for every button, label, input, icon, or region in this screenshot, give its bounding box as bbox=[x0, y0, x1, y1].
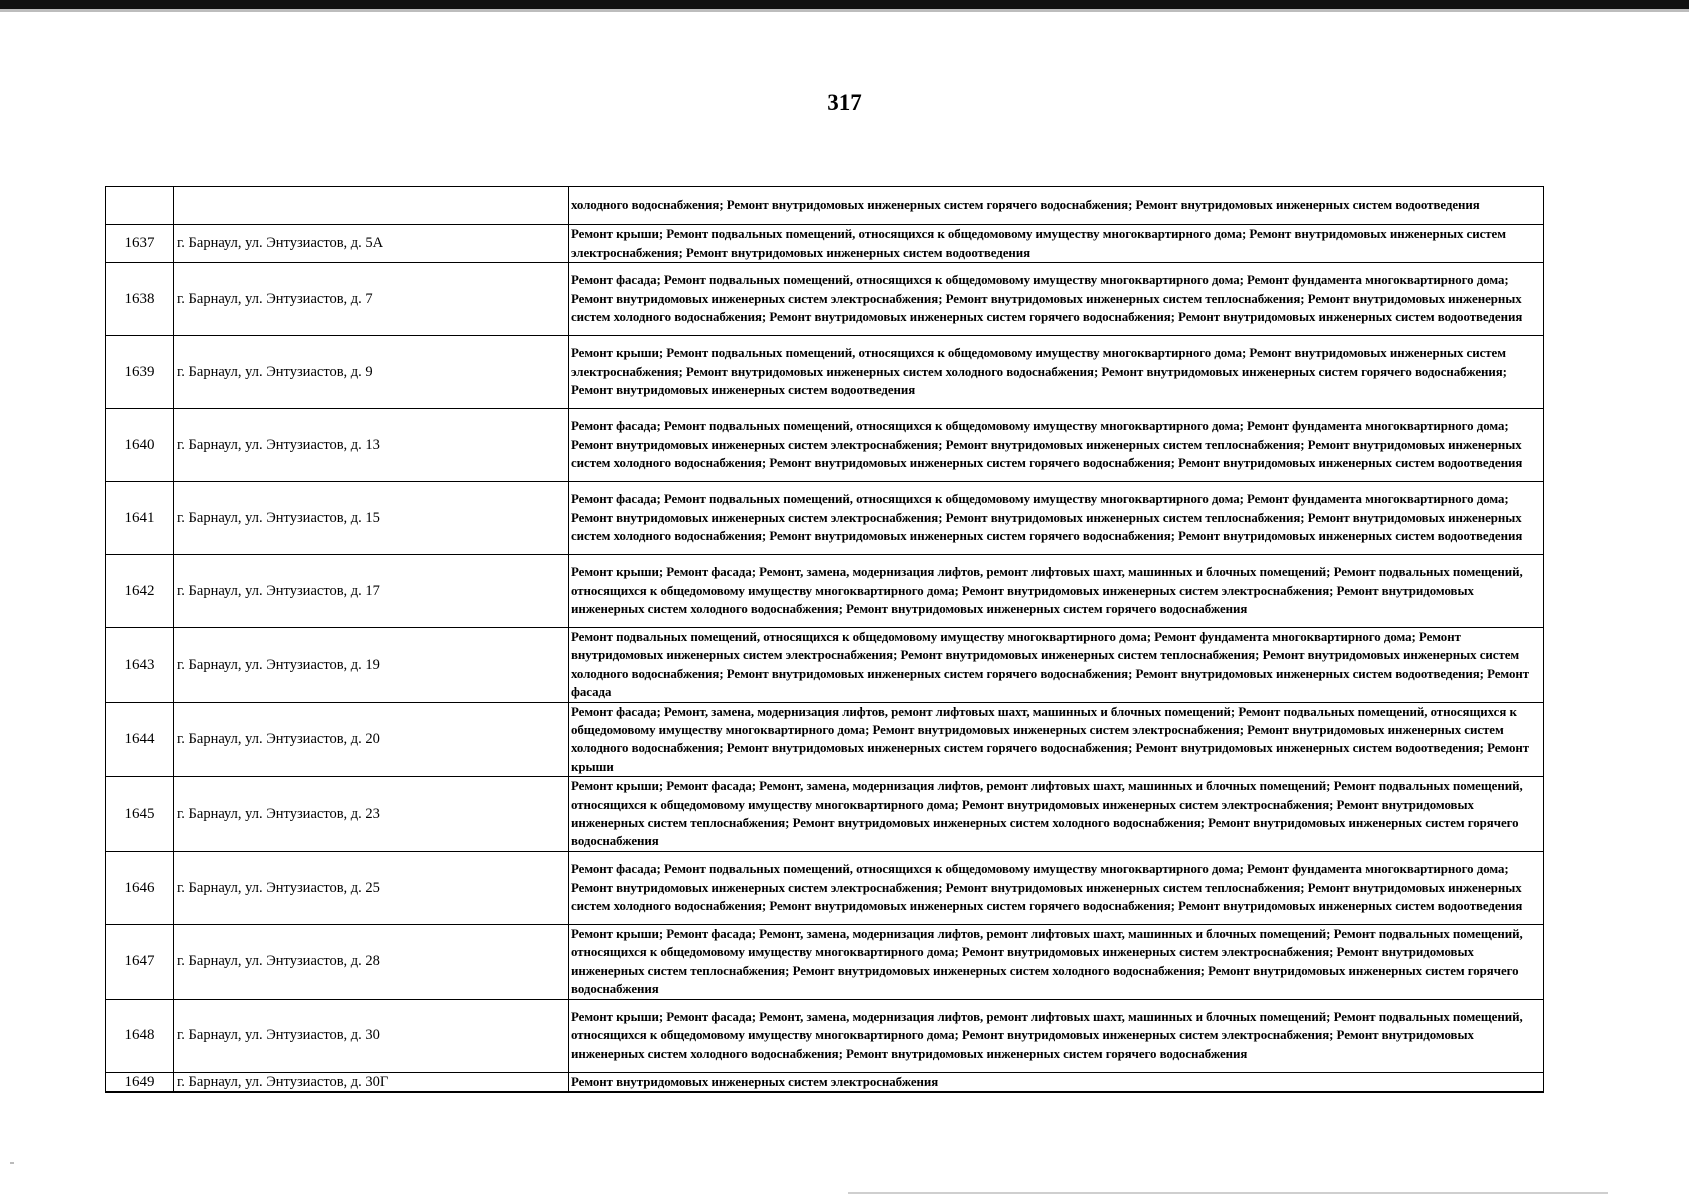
table-row bbox=[106, 628, 1544, 703]
row-number-cell: 1647 bbox=[106, 924, 174, 999]
row-number-cell: 1649 bbox=[106, 1072, 174, 1092]
works-cell: Ремонт фасада; Ремонт подвальных помещений, относящихся к общедомовому имуществу многоквартирного дома; Ремонт фундамента многоквартирного дома; Ремонт внутридомовых инженерных систем электроснабжения; Ремонт внутридомовых инженерных систем теплоснабжения; Ремонт внутридомовых инженерных систем холодного водоснабжения; Ремонт внутридомовых инженерных систем горячего водоснабжения; Ремонт внутридомовых инженерных систем водоотведения bbox=[569, 482, 1544, 555]
works-cell: Ремонт крыши; Ремонт фасада; Ремонт, замена, модернизация лифтов, ремонт лифтовых шахт, машинных и блочных помещений; Ремонт подвальных помещений, относящихся к общедомовому имуществу многоквартирного дома; Ремонт внутридомовых инженерных систем электроснабжения; Ремонт внутридомовых инженерных систем теплоснабжения; Ремонт внутридомовых инженерных систем холодного водоснабжения; Ремонт внутридомовых инженерных систем горячего водоснабжения bbox=[569, 924, 1544, 999]
works-cell: Ремонт внутридомовых инженерных систем электроснабжения bbox=[569, 1072, 1544, 1092]
table-row bbox=[106, 924, 1544, 999]
address-cell: г. Барнаул, ул. Энтузиастов, д. 19 bbox=[174, 628, 569, 703]
table-row bbox=[106, 336, 1544, 409]
works-cell: Ремонт крыши; Ремонт фасада; Ремонт, замена, модернизация лифтов, ремонт лифтовых шахт, машинных и блочных помещений; Ремонт подвальных помещений, относящихся к общедомовому имуществу многоквартирного дома; Ремонт внутридомовых инженерных систем электроснабжения; Ремонт внутридомовых инженерных систем холодного водоснабжения; Ремонт внутридомовых инженерных систем горячего водоснабжения bbox=[569, 555, 1544, 628]
works-cell: Ремонт фасада; Ремонт подвальных помещений, относящихся к общедомовому имуществу многоквартирного дома; Ремонт фундамента многоквартирного дома; Ремонт внутридомовых инженерных систем электроснабжения; Ремонт внутридомовых инженерных систем теплоснабжения; Ремонт внутридомовых инженерных систем холодного водоснабжения; Ремонт внутридомовых инженерных систем горячего водоснабжения; Ремонт внутридомовых инженерных систем водоотведения bbox=[569, 263, 1544, 336]
table-row bbox=[106, 777, 1544, 852]
address-cell: г. Барнаул, ул. Энтузиастов, д. 25 bbox=[174, 851, 569, 924]
repair-program-table bbox=[105, 186, 1544, 1093]
works-cell: Ремонт фасада; Ремонт подвальных помещений, относящихся к общедомовому имуществу многоквартирного дома; Ремонт фундамента многоквартирного дома; Ремонт внутридомовых инженерных систем электроснабжения; Ремонт внутридомовых инженерных систем теплоснабжения; Ремонт внутридомовых инженерных систем холодного водоснабжения; Ремонт внутридомовых инженерных систем горячего водоснабжения; Ремонт внутридомовых инженерных систем водоотведения bbox=[569, 851, 1544, 924]
works-cell: холодного водоснабжения; Ремонт внутридомовых инженерных систем горячего водоснабжения; Ремонт внутридомовых инженерных систем водоотведения bbox=[569, 187, 1544, 225]
row-number-cell: 1641 bbox=[106, 482, 174, 555]
address-cell: г. Барнаул, ул. Энтузиастов, д. 7 bbox=[174, 263, 569, 336]
address-cell: г. Барнаул, ул. Энтузиастов, д. 30Г bbox=[174, 1072, 569, 1092]
page-number: 317 bbox=[827, 90, 862, 115]
table-row bbox=[106, 555, 1544, 628]
works-cell: Ремонт подвальных помещений, относящихся к общедомовому имуществу многоквартирного дома; Ремонт фундамента многоквартирного дома; Ремонт внутридомовых инженерных систем электроснабжения; Ремонт внутридомовых инженерных систем теплоснабжения; Ремонт внутридомовых инженерных систем холодного водоснабжения; Ремонт внутридомовых инженерных систем горячего водоснабжения; Ремонт внутридомовых инженерных систем водоотведения; Ремонт фасада bbox=[569, 628, 1544, 703]
scan-bottom-edge bbox=[848, 1192, 1608, 1194]
scan-top-shadow bbox=[0, 9, 1689, 12]
address-cell: г. Барнаул, ул. Энтузиастов, д. 13 bbox=[174, 409, 569, 482]
table-row bbox=[106, 482, 1544, 555]
address-cell: г. Барнаул, ул. Энтузиастов, д. 9 bbox=[174, 336, 569, 409]
table-row-continuation bbox=[106, 187, 1544, 225]
address-cell: г. Барнаул, ул. Энтузиастов, д. 28 bbox=[174, 924, 569, 999]
table-body bbox=[106, 187, 1544, 1092]
row-number-cell: 1646 bbox=[106, 851, 174, 924]
row-number-cell: 1638 bbox=[106, 263, 174, 336]
works-cell: Ремонт крыши; Ремонт подвальных помещений, относящихся к общедомовому имуществу многоквартирного дома; Ремонт внутридомовых инженерных систем электроснабжения; Ремонт внутридомовых инженерных систем холодного водоснабжения; Ремонт внутридомовых инженерных систем горячего водоснабжения; Ремонт внутридомовых инженерных систем водоотведения bbox=[569, 336, 1544, 409]
row-number-cell: 1639 bbox=[106, 336, 174, 409]
works-cell: Ремонт крыши; Ремонт фасада; Ремонт, замена, модернизация лифтов, ремонт лифтовых шахт, машинных и блочных помещений; Ремонт подвальных помещений, относящихся к общедомовому имуществу многоквартирного дома; Ремонт внутридомовых инженерных систем электроснабжения; Ремонт внутридомовых инженерных систем теплоснабжения; Ремонт внутридомовых инженерных систем холодного водоснабжения; Ремонт внутридомовых инженерных систем горячего водоснабжения bbox=[569, 777, 1544, 852]
address-cell: г. Барнаул, ул. Энтузиастов, д. 15 bbox=[174, 482, 569, 555]
address-cell: г. Барнаул, ул. Энтузиастов, д. 5А bbox=[174, 225, 569, 263]
table-row bbox=[106, 1072, 1544, 1092]
row-number-cell: 1644 bbox=[106, 702, 174, 777]
row-number-cell bbox=[106, 187, 174, 225]
table-row bbox=[106, 999, 1544, 1072]
row-number-cell: 1648 bbox=[106, 999, 174, 1072]
row-number-cell: 1637 bbox=[106, 225, 174, 263]
table-row bbox=[106, 225, 1544, 263]
address-cell bbox=[174, 187, 569, 225]
row-number-cell: 1642 bbox=[106, 555, 174, 628]
row-number-cell: 1643 bbox=[106, 628, 174, 703]
table-row bbox=[106, 409, 1544, 482]
scan-top-edge bbox=[0, 0, 1689, 9]
address-cell: г. Барнаул, ул. Энтузиастов, д. 20 bbox=[174, 702, 569, 777]
address-cell: г. Барнаул, ул. Энтузиастов, д. 23 bbox=[174, 777, 569, 852]
address-cell: г. Барнаул, ул. Энтузиастов, д. 17 bbox=[174, 555, 569, 628]
works-cell: Ремонт фасада; Ремонт подвальных помещений, относящихся к общедомовому имуществу многоквартирного дома; Ремонт фундамента многоквартирного дома; Ремонт внутридомовых инженерных систем электроснабжения; Ремонт внутридомовых инженерных систем теплоснабжения; Ремонт внутридомовых инженерных систем холодного водоснабжения; Ремонт внутридомовых инженерных систем горячего водоснабжения; Ремонт внутридомовых инженерных систем водоотведения bbox=[569, 409, 1544, 482]
row-number-cell: 1645 bbox=[106, 777, 174, 852]
scan-artifact bbox=[10, 1162, 14, 1164]
works-cell: Ремонт фасада; Ремонт, замена, модернизация лифтов, ремонт лифтовых шахт, машинных и блочных помещений; Ремонт подвальных помещений, относящихся к общедомовому имуществу многоквартирного дома; Ремонт внутридомовых инженерных систем электроснабжения; Ремонт внутридомовых инженерных систем холодного водоснабжения; Ремонт внутридомовых инженерных систем горячего водоснабжения; Ремонт внутридомовых инженерных систем водоотведения; Ремонт крыши bbox=[569, 702, 1544, 777]
table-row bbox=[106, 702, 1544, 777]
table-row bbox=[106, 851, 1544, 924]
table-row bbox=[106, 263, 1544, 336]
works-cell: Ремонт крыши; Ремонт фасада; Ремонт, замена, модернизация лифтов, ремонт лифтовых шахт, машинных и блочных помещений; Ремонт подвальных помещений, относящихся к общедомовому имуществу многоквартирного дома; Ремонт внутридомовых инженерных систем электроснабжения; Ремонт внутридомовых инженерных систем холодного водоснабжения; Ремонт внутридомовых инженерных систем горячего водоснабжения bbox=[569, 999, 1544, 1072]
row-number-cell: 1640 bbox=[106, 409, 174, 482]
address-cell: г. Барнаул, ул. Энтузиастов, д. 30 bbox=[174, 999, 569, 1072]
works-cell: Ремонт крыши; Ремонт подвальных помещений, относящихся к общедомовому имуществу многоквартирного дома; Ремонт внутридомовых инженерных систем электроснабжения; Ремонт внутридомовых инженерных систем водоотведения bbox=[569, 225, 1544, 263]
